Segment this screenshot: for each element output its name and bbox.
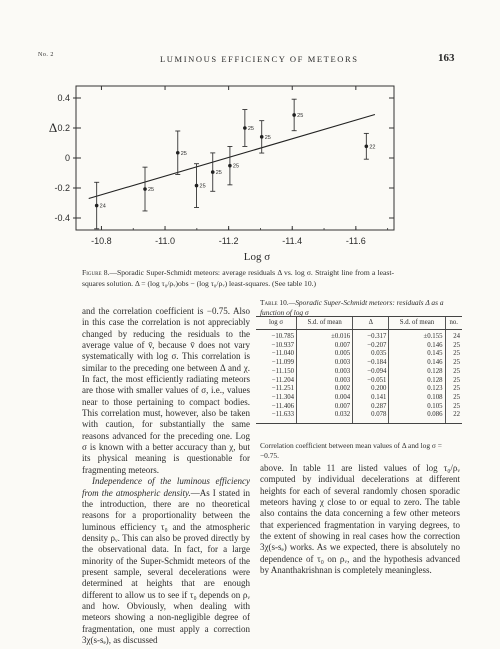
table-cell: ±0.155	[389, 330, 445, 342]
table-cell: 25	[445, 403, 462, 412]
x-axis-label: Log σ	[243, 251, 271, 263]
table-header-cell: S.d. of mean	[297, 317, 353, 330]
table-cell: 22	[445, 411, 462, 423]
table-cell: −11.150	[271, 367, 295, 375]
table-cell: 0.004	[297, 394, 353, 403]
data-point	[175, 131, 187, 175]
table-cell: 0.146	[389, 342, 445, 351]
y-tick-label: -0.4	[54, 213, 70, 223]
x-tick-label: -11.4	[282, 236, 303, 246]
table-cell: 0.003	[297, 368, 353, 377]
table-cell: −0.051	[353, 377, 389, 386]
table-title	[260, 298, 460, 317]
caption-text: —Sporadic Super-Schmidt meteors: average residuals Δ vs. log σ. Straight line from a least-squares solution. Δ = (log τ₀/ρᵥ)obs − (log τ₀/ρᵥ) least-squares. (See table 10.)	[82, 268, 394, 288]
table-cell: 0.035	[353, 350, 389, 359]
point-count-label: 25	[215, 170, 222, 177]
point-count-label: 25	[148, 187, 155, 194]
table-cell: 25	[445, 385, 462, 394]
table-row	[256, 350, 462, 359]
table-row	[256, 394, 462, 403]
table-note: Correlation coefficient between mean values of Δ and log σ = −0.75.	[260, 441, 442, 460]
table-cell: 25	[445, 342, 462, 351]
point-marker	[243, 126, 247, 130]
table-cell: 0.078	[353, 411, 389, 423]
data-point	[210, 153, 222, 191]
table-header-cell: Δ	[353, 317, 389, 330]
table-cell: 24	[445, 330, 462, 342]
data-point	[94, 182, 106, 229]
point-marker	[176, 151, 180, 155]
point-count-label: 25	[232, 163, 240, 170]
point-count-label: 25	[199, 183, 206, 190]
table-row	[256, 359, 462, 368]
table-cell: 0.005	[297, 350, 353, 359]
point-count-label: 25	[297, 112, 304, 119]
data-point	[227, 146, 239, 184]
data-point	[242, 110, 254, 147]
table-cell: 0.123	[389, 385, 445, 394]
table-cell: 25	[445, 377, 462, 386]
table-cell: 0.105	[389, 403, 445, 412]
table-cell: 0.141	[353, 394, 389, 403]
point-count-label: 25	[247, 126, 254, 132]
table-cell: −11.406	[271, 402, 295, 410]
table-cell: 0.003	[297, 359, 353, 368]
y-tick-label: 0.4	[57, 93, 70, 103]
table-header-cell: no.	[445, 317, 462, 330]
table-10	[256, 316, 462, 424]
page-number: 163	[438, 52, 455, 64]
table-cell: 0.086	[389, 411, 445, 423]
data-point	[194, 164, 206, 208]
point-marker	[260, 135, 264, 139]
table-cell: −11.251	[271, 385, 295, 393]
table-cell: 25	[445, 368, 462, 377]
point-marker	[211, 170, 215, 174]
right-paragraph: above. In table 11 are listed values of log τ₀/ρᵥ computed by individual decelerations at different heights for each of several randomly chosen sporadic meteors having χ close to or equal to zero. The table also contains the data concerning a few other meteors that experienced fragmentation in varying degrees, to the extent of showing in real cases how the correction 3χ(s-sₑ) works. As we expected, there is absolutely no dependence of τ₀ on ρᵥ, and the hypothesis advanced by Ananthakrishnan is completely meaningless.	[260, 463, 460, 576]
table-cell: −11.304	[271, 393, 295, 401]
residuals-chart	[0, 70, 500, 266]
table-cell: 0.002	[297, 385, 353, 394]
point-marker	[95, 204, 99, 208]
y-axis-label: Δ	[48, 120, 58, 135]
point-count-label: 25	[180, 150, 187, 157]
table-cell: −10.937	[271, 341, 295, 349]
table-header-row	[256, 317, 462, 330]
residuals-table	[256, 316, 462, 424]
table-cell: 0.145	[389, 350, 445, 359]
x-tick-label: -11.2	[218, 236, 239, 246]
table-cell: −10.785	[271, 333, 295, 340]
least-squares-line	[89, 112, 375, 199]
table-row	[256, 411, 462, 423]
table-cell: −0.317	[353, 330, 389, 342]
table-cell: 0.287	[353, 403, 389, 412]
plot-frame	[76, 86, 394, 230]
table-header-cell: log σ	[256, 317, 297, 330]
point-marker	[228, 164, 232, 168]
table-cell: 0.200	[353, 385, 389, 394]
table-body	[256, 330, 462, 424]
left-paragraph-2-text: —As I stated in the introduction, there are no theoretical reasons for a proportionality between the luminous efficiency τ₀ and the atmospheric density ρᵥ. This can also be proved directly by the observational data. In fact, for a large minority of the Super-Schmidt meteors of the present sample, several decelerations were determined at heights that are enough different to allow us to see if τ₀ depends on ρᵥ and how. Obviously, when dealing with meteors showing a non-negligible degree of fragmentation, one must apply a correction 3χ(s-sₑ), as discussed	[82, 487, 250, 645]
table-cell: 25	[445, 394, 462, 403]
point-marker	[365, 145, 369, 149]
x-tick-label: -11.6	[345, 236, 366, 246]
point-marker	[143, 187, 147, 191]
table-label: Table 10.	[260, 298, 289, 307]
table-title-text: —Sporadic Super-Schmidt meteors: residuals Δ as a function of log σ	[260, 298, 444, 317]
table-row	[256, 377, 462, 386]
table-cell: −0.184	[353, 359, 389, 368]
y-tick-label: 0.2	[57, 123, 70, 133]
issue-number: No. 2	[38, 52, 54, 58]
point-count-label: 24	[99, 203, 106, 210]
table-cell: 0.032	[297, 411, 353, 423]
table-cell: 0.108	[389, 394, 445, 403]
left-paragraph-1: and the correlation coefficient is −0.75. Also in this case the correlation is not appreciably changed by reducing the residuals to the average value of v̄, because v̄ does not vary systematically with log σ. This correlation is similar to the preceding one between Δ and χ. In fact, the most efficiently radiating meteors are those with smaller values of σ, i.e., values near to those pertaining to compact bodies. This correlation must, however, also be taken with caution, for substantially the same reasons advanced for the preceding one. Log σ is known with a better accuracy than χ, but its physical meaning is questionable for fragmenting meteors.	[82, 306, 250, 475]
table-cell: 0.128	[389, 377, 445, 386]
table-cell: 0.146	[389, 359, 445, 368]
table-header-cell: S.d. of mean	[389, 317, 445, 330]
point-marker	[292, 113, 296, 117]
point-count-label: 22	[369, 144, 376, 151]
y-tick-label: -0.2	[54, 183, 70, 193]
table-cell: 0.128	[389, 368, 445, 377]
table-cell: −11.204	[271, 376, 295, 384]
data-point	[143, 167, 155, 211]
table-row	[256, 368, 462, 377]
table-row	[256, 330, 462, 342]
table-cell: −11.040	[271, 350, 295, 358]
right-column	[260, 463, 460, 576]
running-title: LUMINOUS EFFICIENCY OF METEORS	[160, 54, 359, 64]
x-tick-label: -10.8	[91, 236, 112, 246]
table-cell: −11.633	[256, 411, 297, 423]
figure-8	[0, 70, 500, 266]
left-column	[82, 306, 250, 646]
point-count-label: 25	[264, 134, 271, 141]
table-row	[256, 403, 462, 412]
caption-label: Figure 8.	[82, 268, 110, 277]
left-paragraph-2	[82, 476, 250, 646]
data-point	[292, 99, 304, 131]
table-cell: −11.099	[271, 359, 295, 367]
data-point	[364, 133, 376, 159]
table-cell: 0.007	[297, 403, 353, 412]
table-cell: 0.007	[297, 342, 353, 351]
table-cell: −0.207	[353, 342, 389, 351]
x-tick-label: -11.0	[155, 236, 175, 246]
table-row	[256, 385, 462, 394]
table-cell: 0.003	[297, 377, 353, 386]
table-cell: −0.094	[353, 368, 389, 377]
point-marker	[195, 184, 199, 188]
y-tick-label: 0	[64, 153, 70, 163]
paragraph-heading: Independence of the luminous efficiency from the atmospheric density.	[82, 476, 250, 498]
figure-caption	[82, 268, 394, 289]
table-row	[256, 342, 462, 351]
table-cell: 25	[445, 359, 462, 368]
table-cell: 25	[445, 350, 462, 359]
table-cell: ±0.016	[297, 330, 353, 342]
